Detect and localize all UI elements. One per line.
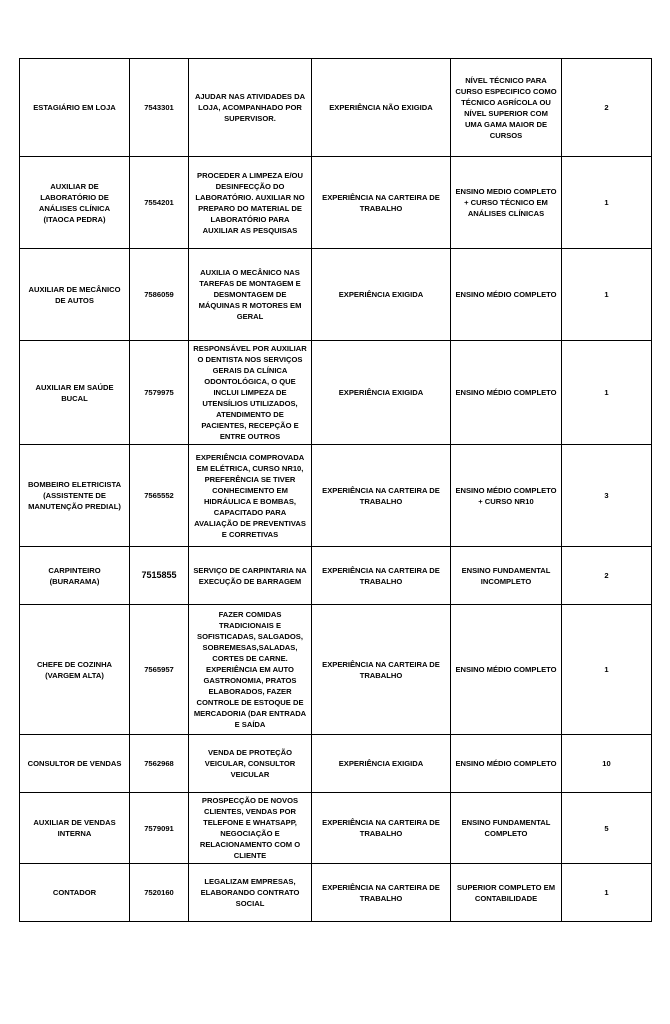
job-description: SERVIÇO DE CARPINTARIA NA EXECUÇÃO DE BARRAGEM [189,547,312,605]
experience-requirement: EXPERIÊNCIA EXIGIDA [312,735,451,793]
table-row [20,547,652,605]
vacancy-count: 1 [562,157,652,249]
job-title: ESTAGIÁRIO EM LOJA [20,59,130,157]
table-row [20,793,652,864]
education-requirement: ENSINO MÉDIO COMPLETO [451,341,562,445]
job-code: 7579091 [130,793,189,864]
experience-requirement: EXPERIÊNCIA NA CARTEIRA DE TRABALHO [312,864,451,922]
education-requirement: ENSINO MÉDIO COMPLETO [451,735,562,793]
experience-requirement: EXPERIÊNCIA EXIGIDA [312,249,451,341]
vacancy-count: 1 [562,864,652,922]
table-row [20,445,652,547]
job-description: PROSPECÇÃO DE NOVOS CLIENTES, VENDAS POR TELEFONE E WHATSAPP, NEGOCIAÇÃO E RELACIONAMENTO COM O CLIENTE [189,793,312,864]
experience-requirement: EXPERIÊNCIA NA CARTEIRA DE TRABALHO [312,547,451,605]
education-requirement: ENSINO MÉDIO COMPLETO [451,249,562,341]
education-requirement: ENSINO FUNDAMENTAL INCOMPLETO [451,547,562,605]
experience-requirement: EXPERIÊNCIA NA CARTEIRA DE TRABALHO [312,605,451,735]
table-row [20,341,652,445]
vacancy-count: 2 [562,547,652,605]
experience-requirement: EXPERIÊNCIA NA CARTEIRA DE TRABALHO [312,445,451,547]
job-code: 7515855 [130,547,189,605]
job-description: LEGALIZAM EMPRESAS, ELABORANDO CONTRATO SOCIAL [189,864,312,922]
education-requirement: ENSINO MÉDIO COMPLETO + CURSO NR10 [451,445,562,547]
job-code: 7543301 [130,59,189,157]
job-code: 7565957 [130,605,189,735]
job-title: AUXILIAR DE LABORATÓRIO DE ANÁLISES CLÍNICA (ITAOCA PEDRA) [20,157,130,249]
job-description: RESPONSÁVEL POR AUXILIAR O DENTISTA NOS SERVIÇOS GERAIS DA CLÍNICA ODONTOLÓGICA, O QUE INCLUI LIMPEZA DE UTENSÍLIOS UTILIZADOS, ATENDIMENTO DE PACIENTES, RECEPÇÃO E ENTRE OUTROS [189,341,312,445]
job-vacancies-table [19,58,652,922]
job-code: 7562968 [130,735,189,793]
table-row [20,249,652,341]
vacancy-count: 1 [562,605,652,735]
job-title: BOMBEIRO ELETRICISTA (ASSISTENTE DE MANUTENÇÃO PREDIAL) [20,445,130,547]
job-title: AUXILIAR DE VENDAS INTERNA [20,793,130,864]
job-description: PROCEDER A LIMPEZA E/OU DESINFECÇÃO DO LABORATÓRIO. AUXILIAR NO PREPARO DO MATERIAL DE LABORATÓRIO PARA AUXILIAR AS PESQUISAS [189,157,312,249]
job-code: 7586059 [130,249,189,341]
education-requirement: ENSINO FUNDAMENTAL COMPLETO [451,793,562,864]
job-title: CHEFE DE COZINHA (VARGEM ALTA) [20,605,130,735]
job-title: CONTADOR [20,864,130,922]
table-row [20,157,652,249]
table-row [20,605,652,735]
vacancy-count: 1 [562,341,652,445]
education-requirement: ENSINO MÉDIO COMPLETO [451,605,562,735]
experience-requirement: EXPERIÊNCIA EXIGIDA [312,341,451,445]
job-title: CARPINTEIRO (BURARAMA) [20,547,130,605]
table-row [20,59,652,157]
job-title: CONSULTOR DE VENDAS [20,735,130,793]
job-code: 7520160 [130,864,189,922]
job-description: EXPERIÊNCIA COMPROVADA EM ELÉTRICA, CURSO NR10, PREFERÊNCIA SE TIVER CONHECIMENTO EM HIDRÁULICA E BOMBAS, CAPACITADO PARA AVALIAÇÃO DE PREVENTIVAS E CORRETIVAS [189,445,312,547]
table-row [20,864,652,922]
table-row [20,735,652,793]
vacancy-count: 3 [562,445,652,547]
job-title: AUXILIAR EM SAÚDE BUCAL [20,341,130,445]
job-description: FAZER COMIDAS TRADICIONAIS E SOFISTICADAS, SALGADOS, SOBREMESAS,SALADAS, CORTES DE CARNE. EXPERIÊNCIA EM AUTO GASTRONOMIA, PRATOS ELABORADOS, FAZER CONTROLE DE ESTOQUE DE MERCADORIA (DAR ENTRADA E SAÍDA [189,605,312,735]
experience-requirement: EXPERIÊNCIA NA CARTEIRA DE TRABALHO [312,157,451,249]
education-requirement: ENSINO MEDIO COMPLETO + CURSO TÉCNICO EM ANÁLISES CLÍNICAS [451,157,562,249]
job-description: AUXILIA O MECÂNICO NAS TAREFAS DE MONTAGEM E DESMONTAGEM DE MÁQUINAS R MOTORES EM GERAL [189,249,312,341]
vacancy-count: 10 [562,735,652,793]
education-requirement: SUPERIOR COMPLETO EM CONTABILIDADE [451,864,562,922]
education-requirement: NÍVEL TÉCNICO PARA CURSO ESPECIFICO COMO TÉCNICO AGRÍCOLA OU NÍVEL SUPERIOR COM UMA GAMA MAIOR DE CURSOS [451,59,562,157]
vacancy-count: 1 [562,249,652,341]
vacancy-count: 5 [562,793,652,864]
job-code: 7554201 [130,157,189,249]
job-code: 7565552 [130,445,189,547]
job-description: VENDA DE PROTEÇÃO VEICULAR, CONSULTOR VEICULAR [189,735,312,793]
experience-requirement: EXPERIÊNCIA NA CARTEIRA DE TRABALHO [312,793,451,864]
vacancy-count: 2 [562,59,652,157]
job-title: AUXILIAR DE MECÂNICO DE AUTOS [20,249,130,341]
experience-requirement: EXPERIÊNCIA NÃO EXIGIDA [312,59,451,157]
job-description: AJUDAR NAS ATIVIDADES DA LOJA, ACOMPANHADO POR SUPERVISOR. [189,59,312,157]
job-code: 7579975 [130,341,189,445]
